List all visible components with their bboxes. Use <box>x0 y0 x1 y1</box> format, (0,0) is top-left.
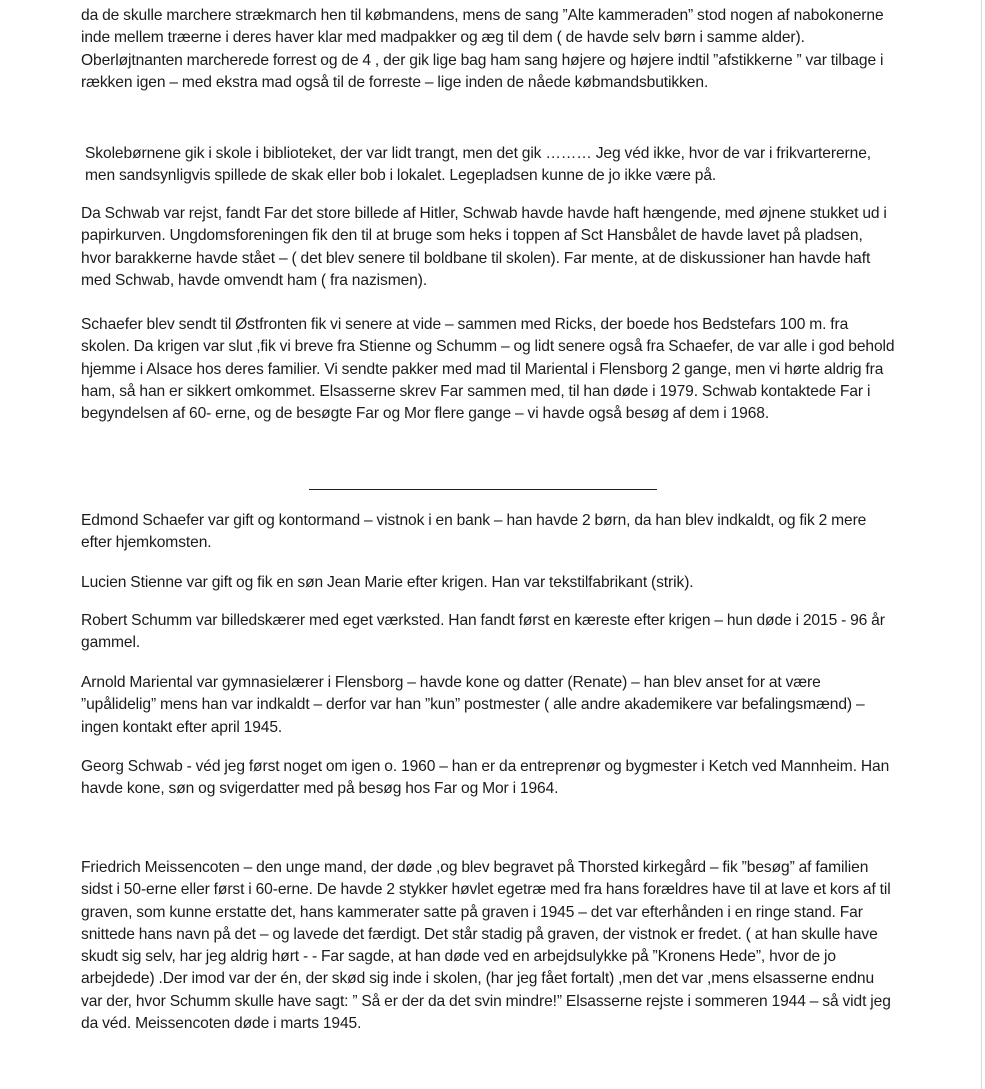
paragraph-schwab: Georg Schwab - véd jeg først noget om igen o. 1960 – han er da entreprenør og bygmester i Ketch ved Mannheim. Han havde kone, søn og svigerdatter med på besøg hos Far og Mor i 1964. <box>81 758 890 798</box>
paragraph-meissencoten: Friedrich Meissencoten – den unge mand, der døde ,og blev begravet på Thorsted kirkegård – fik ”besøg” af familien sidst i 50-erne eller først i 60-erne. De havde 2 stykker høvlet egetræ med fra hans forældres have til at lave et kors af til graven, som kunne erstatte det, hans kammerater satte på graven i 1945 – det var efterhånden i en ringe stand. Far snittede hans navn på det – og lavede det færdigt. Det står stadig på graven, der vistnok er fredet. ( at han skulle have skudt sig selv, har jeg aldrig hørt - - Far sagde, at han døde ved en arbejdsulykke på ”Kronens Hede”, hvor de jo arbejdede) .Der imod var der én, der skød sig inde i skolen, (har jeg fået fortalt) ,men det var ,mens elsasserne endnu var der, hvor Schumm skulle have sagt: ” Så er der da det svin mindre!” Elsasserne rejste i sommeren 1944 – så vidt jeg da véd. Meissencoten døde i marts 1945. <box>81 859 891 1033</box>
section-divider <box>309 489 657 490</box>
paragraph-after-war: Schaefer blev sendt til Østfronten fik vi senere at vide – sammen med Ricks, der boede hos Bedstefars 100 m. fra skolen. Da krigen var slut ,fik vi breve fra Stienne og Schumm – og lidt senere også fra Schaefer, de var alle i god behold hjemme i Alsace hos deres familier. Vi sendte pakker med mad til Mariental i Flensborg 2 gange, men vi hørte aldrig fra ham, så han er sikkert omkommet. Elsasserne skrev Far sammen med, til han døde i 1979. Schwab kontaktede Far i begyndelsen af 60- erne, og de besøgte Far og Mor flere gange – vi havde også besøg af dem i 1968. <box>81 316 895 423</box>
paragraph-mariental: Arnold Mariental var gymnasielærer i Flensborg – havde kone og datter (Renate) – han blev anset for at være ”upålidelig” mens han var indkaldt – derfor var han ”kun” postmester ( alle andre akademikere var befalingsmænd) – ingen kontakt efter april 1945. <box>81 674 865 736</box>
paragraph-schaefer: Edmond Schaefer var gift og kontormand – vistnok i en bank – han havde 2 børn, da han blev indkaldt, og fik 2 mere efter hjemkomsten. <box>81 512 867 552</box>
paragraph-schumm: Robert Schumm var billedskærer med eget værksted. Han fandt først en kæreste efter krigen – hun døde i 2015 - 96 år gammel. <box>81 612 885 652</box>
paragraph-stienne: Lucien Stienne var gift og fik en søn Jean Marie efter krigen. Han var tekstilfabrikant (strik). <box>81 574 694 591</box>
paragraph-school: Skolebørnene gik i skole i biblioteket, der var lidt trangt, men det gik ……… Jeg véd ikke, hvor de var i frikvartererne, men sandsynligvis spillede de skak eller bob i lokalet. Legepladsen kunne de jo ikke være på. <box>85 145 871 185</box>
page-edge-line <box>981 0 982 1089</box>
paragraph-hitler-picture: Da Schwab var rejst, fandt Far det store billede af Hitler, Schwab havde havde haft hængende, med øjnene stukket ud i papirkurven. Ungdomsforeningen fik den til at bruge som heks i toppen af Sct Hansbålet de havde lavet på pladsen, hvor barakkerne havde stået – ( det blev senere til boldbane til skolen). Far mente, at de diskussioner han havde haft med Schwab, havde omvendt ham ( fra nazismen). <box>81 205 887 289</box>
paragraph-march: da de skulle marchere strækmarch hen til købmandens, mens de sang ”Alte kammeraden” stod nogen af nabokonerne inde mellem træerne i deres haver klar med madpakker og æg til dem ( de havde selv børn i samme alder). Oberløjtnanten marcherede forrest og de 4 , der gik lige bag ham sang højere og højere indtil ”afstikkerne ” var tilbage i rækken igen – med ekstra mad også til de forreste – lige inden de nåede købmandsbutikken. <box>81 7 884 91</box>
